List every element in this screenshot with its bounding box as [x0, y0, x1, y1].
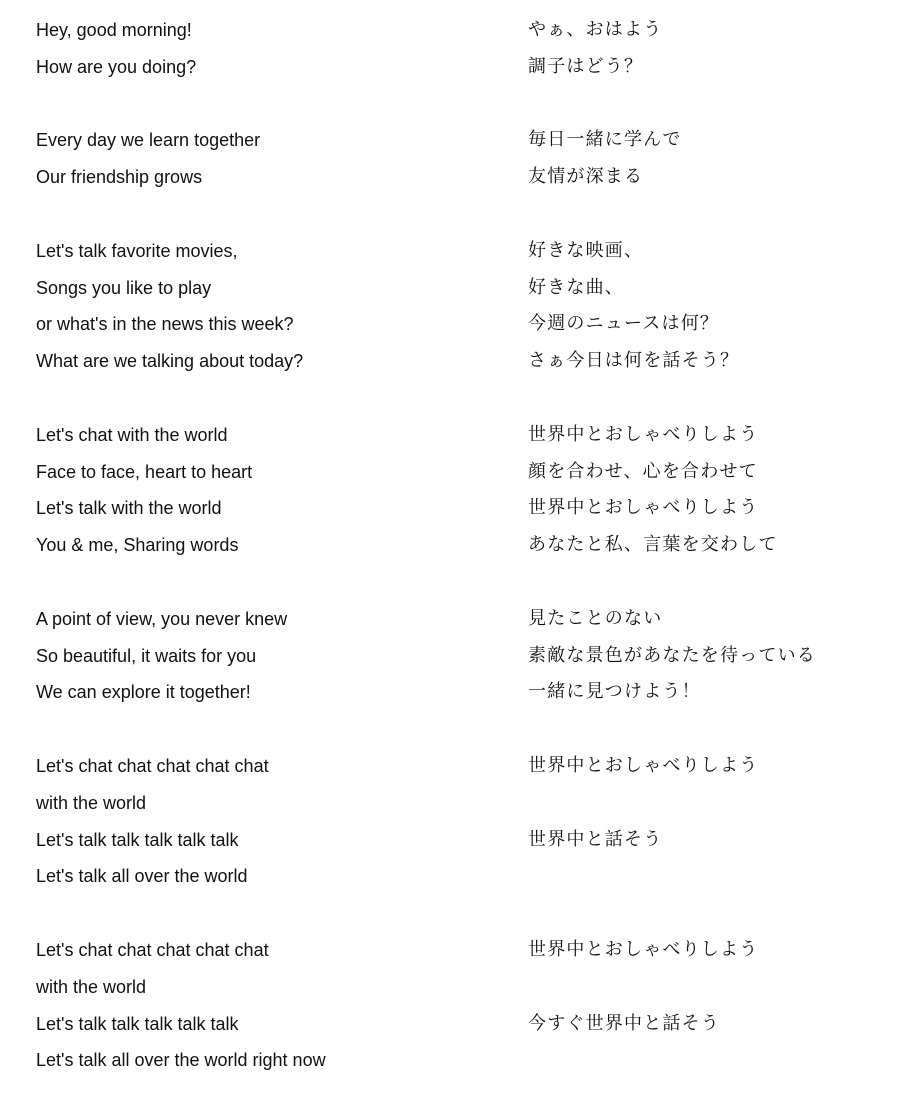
english-lyric: Let's talk all over the world right now [36, 1050, 326, 1071]
lyric-row [0, 822, 916, 859]
japanese-lyric: 調子はどう？ [528, 55, 644, 77]
english-lyric: You & me, Sharing words [36, 535, 239, 556]
japanese-lyric: 素敵な景色があなたを待っている [528, 644, 816, 666]
english-lyric: Let's talk favorite movies, [36, 240, 238, 261]
english-lyric: Let's talk all over the world [36, 866, 248, 887]
japanese-lyric: 今週のニュースは何？ [528, 313, 720, 335]
japanese-lyric: 一緒に見つけよう！ [528, 681, 701, 703]
japanese-lyric: 友情が深まる [528, 166, 644, 188]
lyric-row [0, 417, 916, 454]
japanese-lyric: 世界中と話そう [528, 828, 663, 850]
english-lyric: Let's chat with the world [36, 424, 228, 445]
lyric-row [0, 858, 916, 895]
japanese-lyric: さぁ今日は何を話そう？ [528, 350, 740, 372]
verse-6 [0, 748, 916, 895]
english-lyric: Let's talk with the world [36, 498, 222, 519]
verse-2 [0, 122, 916, 196]
japanese-lyric: 好きな曲、 [528, 276, 624, 298]
lyric-row [0, 490, 916, 527]
verse-3 [0, 233, 916, 380]
lyric-row [0, 12, 916, 49]
japanese-lyric: 今すぐ世界中と話そう [528, 1012, 720, 1034]
english-lyric: Our friendship grows [36, 167, 203, 188]
verse-5 [0, 601, 916, 711]
english-lyric: Let's talk talk talk talk talk [36, 829, 239, 850]
lyric-row [0, 969, 916, 1006]
lyric-row [0, 454, 916, 491]
lyric-row [0, 527, 916, 564]
lyric-row [0, 159, 916, 196]
japanese-lyric: 好きな映画、 [528, 239, 644, 261]
lyric-row [0, 748, 916, 785]
lyric-row [0, 306, 916, 343]
japanese-lyric: 世界中とおしゃべりしよう [528, 938, 759, 960]
japanese-lyric: 見たことのない [528, 607, 663, 629]
japanese-lyric: 世界中とおしゃべりしよう [528, 754, 759, 776]
english-lyric: What are we talking about today? [36, 351, 304, 372]
verse-7 [0, 932, 916, 1079]
english-lyric: Let's talk talk talk talk talk [36, 1013, 239, 1034]
lyric-row [0, 601, 916, 638]
lyric-row [0, 122, 916, 159]
english-lyric: Hey, good morning! [36, 20, 192, 40]
lyric-row [0, 674, 916, 711]
lyric-row [0, 638, 916, 675]
english-lyric: Every day we learn together [36, 130, 261, 151]
english-lyric: Face to face, heart to heart [36, 461, 253, 482]
lyric-row [0, 49, 916, 86]
verse-1 [0, 12, 916, 86]
lyric-row [0, 343, 916, 380]
english-lyric: How are you doing? [36, 56, 197, 77]
english-lyric: or what's in the news this week? [36, 314, 294, 335]
english-lyric: Songs you like to play [36, 277, 212, 298]
english-lyric: with the world [36, 792, 147, 813]
japanese-lyric: 世界中とおしゃべりしよう [528, 497, 759, 519]
japanese-lyric: 世界中とおしゃべりしよう [528, 423, 759, 445]
lyric-row [0, 233, 916, 270]
lyric-row [0, 1006, 916, 1043]
japanese-lyric: あなたと私、言葉を交わして [528, 534, 778, 556]
japanese-lyric: やぁ、おはよう [528, 19, 663, 40]
english-lyric: Let's chat chat chat chat chat [36, 755, 269, 776]
english-lyric: So beautiful, it waits for you [36, 645, 257, 666]
lyric-row [0, 932, 916, 969]
english-lyric: Let's chat chat chat chat chat [36, 939, 269, 960]
english-lyric: A point of view, you never knew [36, 608, 288, 629]
lyric-row [0, 785, 916, 822]
lyric-row [0, 270, 916, 307]
lyric-row [0, 1042, 916, 1079]
japanese-lyric: 毎日一緒に学んで [528, 129, 682, 151]
english-lyric: with the world [36, 976, 147, 997]
verse-4 [0, 417, 916, 564]
japanese-lyric: 顔を合わせ、心を合わせて [528, 460, 758, 482]
english-lyric: We can explore it together! [36, 682, 251, 703]
